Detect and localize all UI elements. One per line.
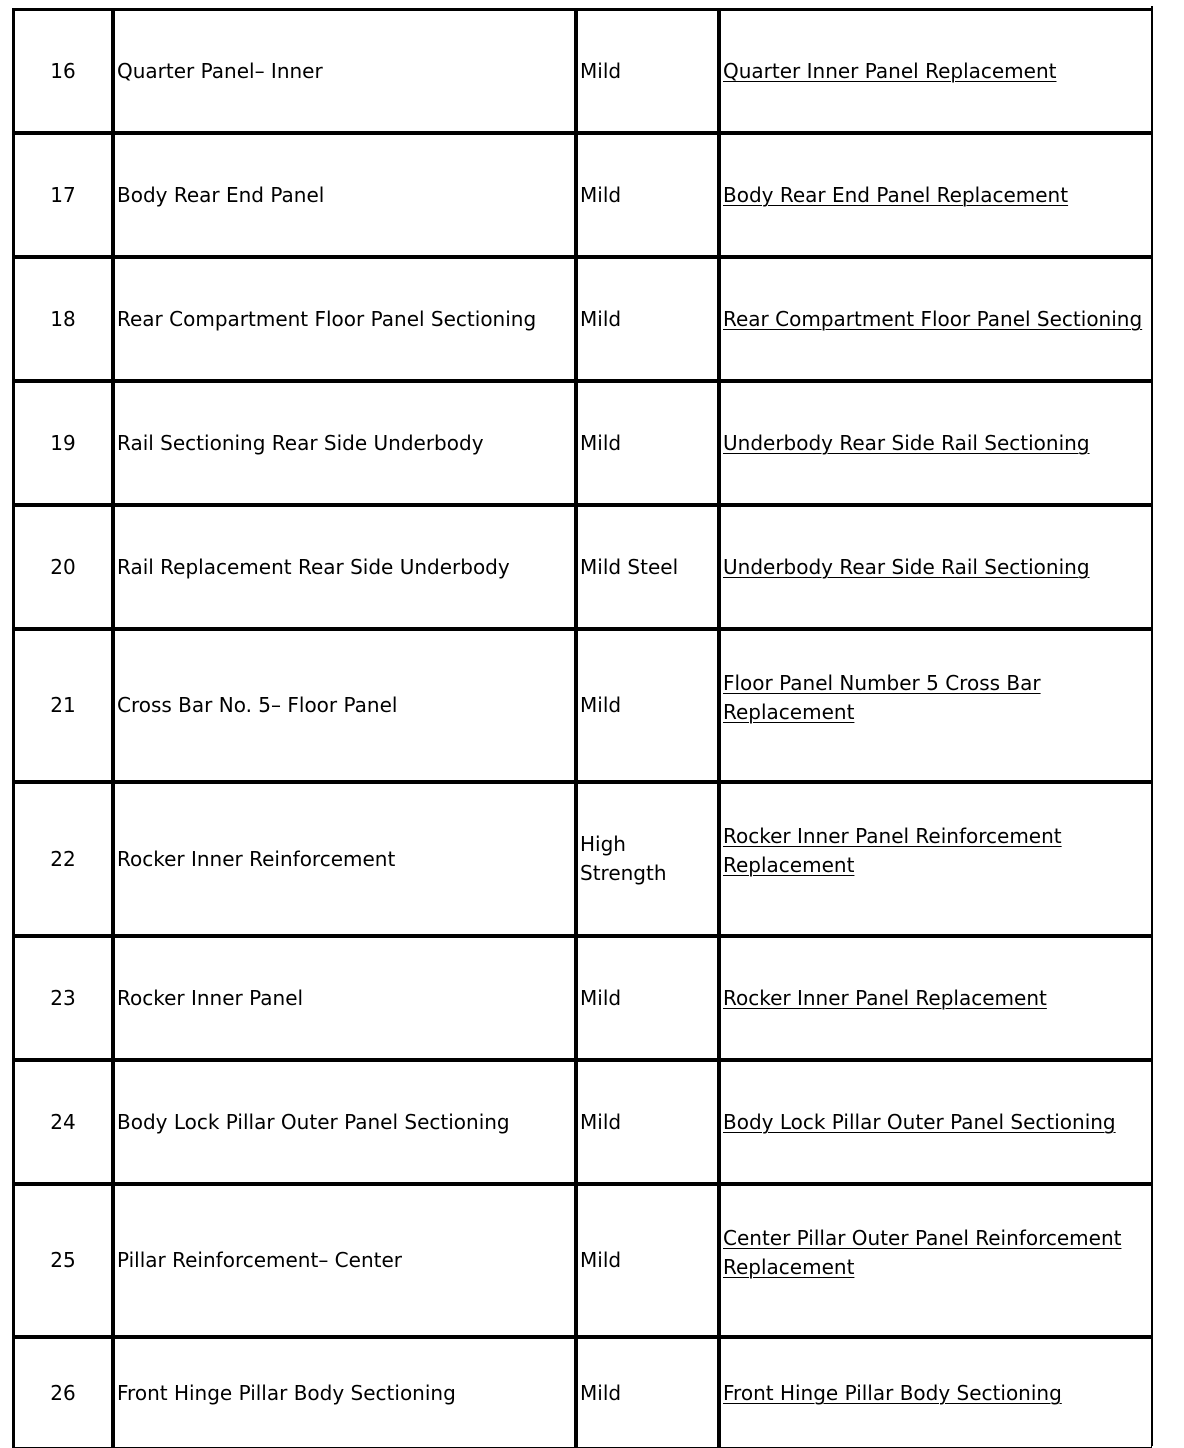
procedure-link[interactable]: Rocker Inner Panel Replacement bbox=[723, 985, 1047, 1010]
row-number: 25 bbox=[12, 1183, 112, 1336]
material: Mild Steel bbox=[575, 504, 718, 628]
row-number: 19 bbox=[12, 380, 112, 504]
parts-table bbox=[12, 8, 1152, 1448]
part-name: Rail Replacement Rear Side Underbody bbox=[112, 504, 575, 628]
material: Mild bbox=[575, 256, 718, 380]
row-number: 18 bbox=[12, 256, 112, 380]
table-row bbox=[12, 628, 1152, 781]
table-row bbox=[12, 256, 1152, 380]
table-row bbox=[12, 1336, 1152, 1448]
row-number: 23 bbox=[12, 935, 112, 1059]
procedure-link[interactable]: Floor Panel Number 5 Cross Bar Replacement bbox=[723, 671, 1041, 724]
material: Mild bbox=[575, 380, 718, 504]
part-name: Cross Bar No. 5– Floor Panel bbox=[112, 628, 575, 781]
table-row bbox=[12, 8, 1152, 132]
part-name: Rail Sectioning Rear Side Underbody bbox=[112, 380, 575, 504]
procedure-link[interactable]: Rear Compartment Floor Panel Sectioning bbox=[723, 306, 1143, 331]
part-name: Front Hinge Pillar Body Sectioning bbox=[112, 1336, 575, 1448]
procedure-link[interactable]: Underbody Rear Side Rail Sectioning bbox=[723, 430, 1090, 455]
table-row bbox=[12, 1059, 1152, 1183]
procedure-link[interactable]: Body Rear End Panel Replacement bbox=[723, 182, 1069, 207]
material: Mild bbox=[575, 132, 718, 256]
part-name: Rocker Inner Panel bbox=[112, 935, 575, 1059]
row-number: 22 bbox=[12, 781, 112, 935]
part-name: Rocker Inner Reinforcement bbox=[112, 781, 575, 935]
table-right-border bbox=[1151, 6, 1153, 1446]
row-number: 16 bbox=[12, 8, 112, 132]
part-name: Pillar Reinforcement– Center bbox=[112, 1183, 575, 1336]
row-number: 21 bbox=[12, 628, 112, 781]
table-row bbox=[12, 935, 1152, 1059]
table-row bbox=[12, 132, 1152, 256]
part-name: Body Rear End Panel bbox=[112, 132, 575, 256]
procedure-link[interactable]: Underbody Rear Side Rail Sectioning bbox=[723, 554, 1090, 579]
part-name: Body Lock Pillar Outer Panel Sectioning bbox=[112, 1059, 575, 1183]
procedure-link[interactable]: Body Lock Pillar Outer Panel Sectioning bbox=[723, 1109, 1116, 1134]
material: Mild bbox=[575, 1059, 718, 1183]
row-number: 17 bbox=[12, 132, 112, 256]
material: Mild bbox=[575, 935, 718, 1059]
material: Mild bbox=[575, 1183, 718, 1336]
part-name: Quarter Panel– Inner bbox=[112, 8, 575, 132]
row-number: 24 bbox=[12, 1059, 112, 1183]
row-number: 26 bbox=[12, 1336, 112, 1448]
table-row bbox=[12, 504, 1152, 628]
material: High Strength bbox=[575, 781, 718, 935]
part-name: Rear Compartment Floor Panel Sectioning bbox=[112, 256, 575, 380]
procedure-link[interactable]: Rocker Inner Panel Reinforcement Replacement bbox=[723, 824, 1062, 877]
procedure-link[interactable]: Center Pillar Outer Panel Reinforcement Replacement bbox=[723, 1226, 1122, 1279]
procedure-link[interactable]: Front Hinge Pillar Body Sectioning bbox=[723, 1380, 1062, 1405]
material: Mild bbox=[575, 1336, 718, 1448]
material: Mild bbox=[575, 628, 718, 781]
parts-table-container bbox=[12, 8, 1154, 1448]
row-number: 20 bbox=[12, 504, 112, 628]
procedure-link[interactable]: Quarter Inner Panel Replacement bbox=[723, 58, 1057, 83]
material: Mild bbox=[575, 8, 718, 132]
table-row bbox=[12, 1183, 1152, 1336]
table-row bbox=[12, 781, 1152, 935]
table-row bbox=[12, 380, 1152, 504]
